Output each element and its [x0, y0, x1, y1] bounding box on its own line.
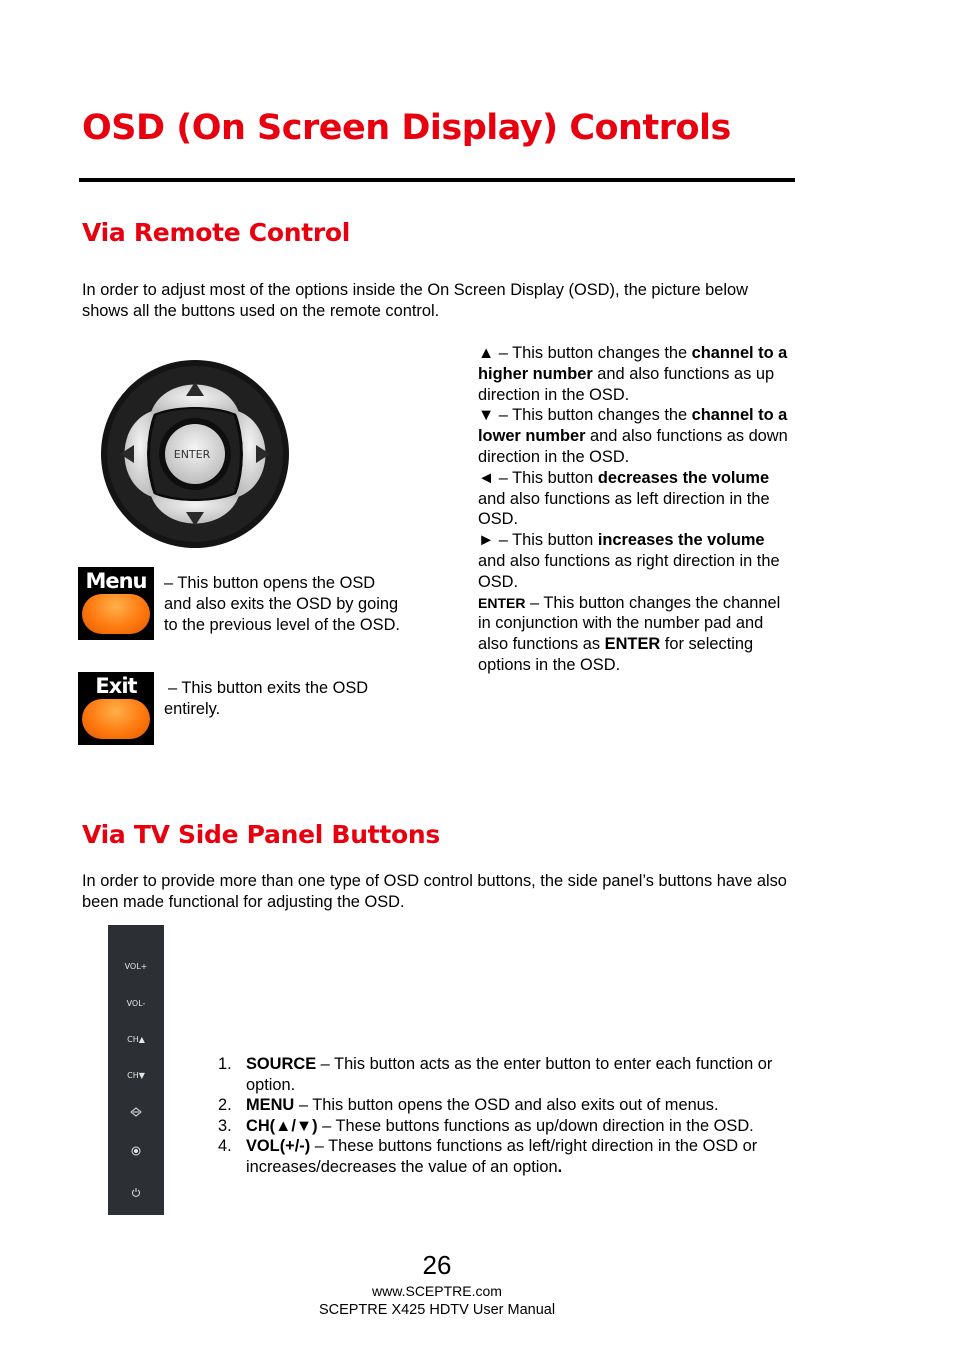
right-description: [478, 530, 793, 592]
down-desc-pre: – This button changes the: [494, 406, 692, 425]
enter-desc-pre: – This button changes the channel in conjunction with the number pad and also functions as: [478, 593, 781, 654]
remote-dpad-image: [100, 360, 290, 548]
step-text: – These buttons functions as left/right direction in the OSD or increases/decreases the value of an option: [246, 1137, 758, 1176]
footer-manual-title: SCEPTRE X425 HDTV User Manual: [318, 1302, 556, 1318]
down-symbol: ▼: [478, 406, 495, 425]
left-symbol: ◄: [478, 468, 495, 487]
step-number: 1.: [218, 1055, 232, 1073]
step-number: 4.: [218, 1137, 232, 1156]
up-symbol: ▲: [478, 344, 495, 362]
step-bold: CH(▲/▼): [246, 1116, 318, 1135]
up-description: [478, 343, 793, 405]
page-title: OSD (On Screen Display) Controls: [82, 108, 731, 148]
step-item: [218, 1116, 788, 1137]
down-desc-bold: channel to a lower number: [478, 406, 788, 446]
enter-label: ENTER: [478, 594, 526, 611]
enter-description: [478, 593, 793, 676]
step-number: 2.: [218, 1096, 232, 1115]
step-bold: MENU: [246, 1096, 295, 1115]
step-item: [218, 1136, 788, 1177]
enter-desc-post: for selecting options in the OSD.: [478, 635, 754, 674]
exit-button-label: Exit: [95, 674, 137, 698]
down-description: [478, 405, 793, 467]
right-symbol: ►: [478, 531, 495, 550]
vol-down-label: VOL-: [126, 999, 146, 1008]
step-text: – This button acts as the enter button to enter each function or option.: [246, 1055, 773, 1094]
button-descriptions: [478, 343, 793, 676]
menu-button-image: [78, 567, 154, 640]
power-icon: [131, 1187, 141, 1197]
step-text: – This button opens the OSD and also exits out of menus.: [294, 1096, 719, 1115]
dpad-enter-label: ENTER: [173, 448, 211, 461]
right-desc-pre: – This button: [494, 531, 598, 550]
footer-website: www.SCEPTRE.com: [372, 1283, 502, 1299]
step-item: [218, 1095, 788, 1116]
down-desc-post: and also functions as down direction in the OSD.: [478, 427, 788, 466]
left-description: [478, 468, 793, 530]
step-bold: VOL(+/-): [246, 1137, 311, 1156]
step-item: [218, 1054, 788, 1095]
vol-up-label: VOL+: [124, 962, 148, 971]
exit-button-description: – This button exits the OSD entirely.: [164, 679, 369, 718]
source-icon: [131, 1146, 141, 1156]
panel-button-steps: [218, 1054, 788, 1178]
menu-button-pill: [82, 594, 150, 634]
up-desc-post: and also functions as up direction in the OSD.: [478, 364, 775, 404]
up-desc-pre: – This button changes the: [494, 344, 692, 362]
step-tail: .: [557, 1157, 563, 1176]
remote-intro: In order to adjust most of the options inside the On Screen Display (OSD), the picture below shows all the buttons used on the remote control.: [82, 281, 748, 320]
step-bold: SOURCE: [246, 1055, 317, 1073]
ch-down-label: CH▼: [127, 1071, 145, 1080]
tv-side-panel-image: [108, 925, 164, 1215]
remote-section-heading: Via Remote Control: [82, 218, 351, 247]
menu-glyph-icon: [130, 1107, 142, 1117]
step-text: – These buttons functions as up/down direction in the OSD.: [317, 1116, 754, 1135]
menu-button-description: – This button opens the OSD and also exits the OSD by going to the previous level of the OSD.: [164, 574, 400, 634]
left-desc-bold: decreases the volume: [597, 468, 770, 487]
panel-intro: In order to provide more than one type of OSD control buttons, the side panel’s buttons have also been made functional for adjusting the OSD.: [82, 872, 787, 911]
right-desc-post: and also functions as right direction in the OSD.: [478, 551, 780, 591]
up-desc-bold: channel to a higher number: [478, 344, 788, 383]
ch-up-label: CH▲: [127, 1035, 145, 1044]
panel-section-heading: Via TV Side Panel Buttons: [82, 820, 440, 849]
enter-desc-bold: ENTER: [604, 635, 661, 654]
menu-button-label: Menu: [85, 569, 147, 593]
page-number: 26: [422, 1250, 452, 1280]
left-desc-pre: – This button: [494, 468, 598, 487]
exit-button-pill: [82, 699, 150, 739]
exit-button-image: [78, 672, 154, 745]
title-divider: [79, 178, 795, 182]
right-desc-bold: increases the volume: [597, 531, 765, 550]
step-number: 3.: [218, 1116, 232, 1135]
left-desc-post: and also functions as left direction in the OSD.: [478, 489, 770, 529]
